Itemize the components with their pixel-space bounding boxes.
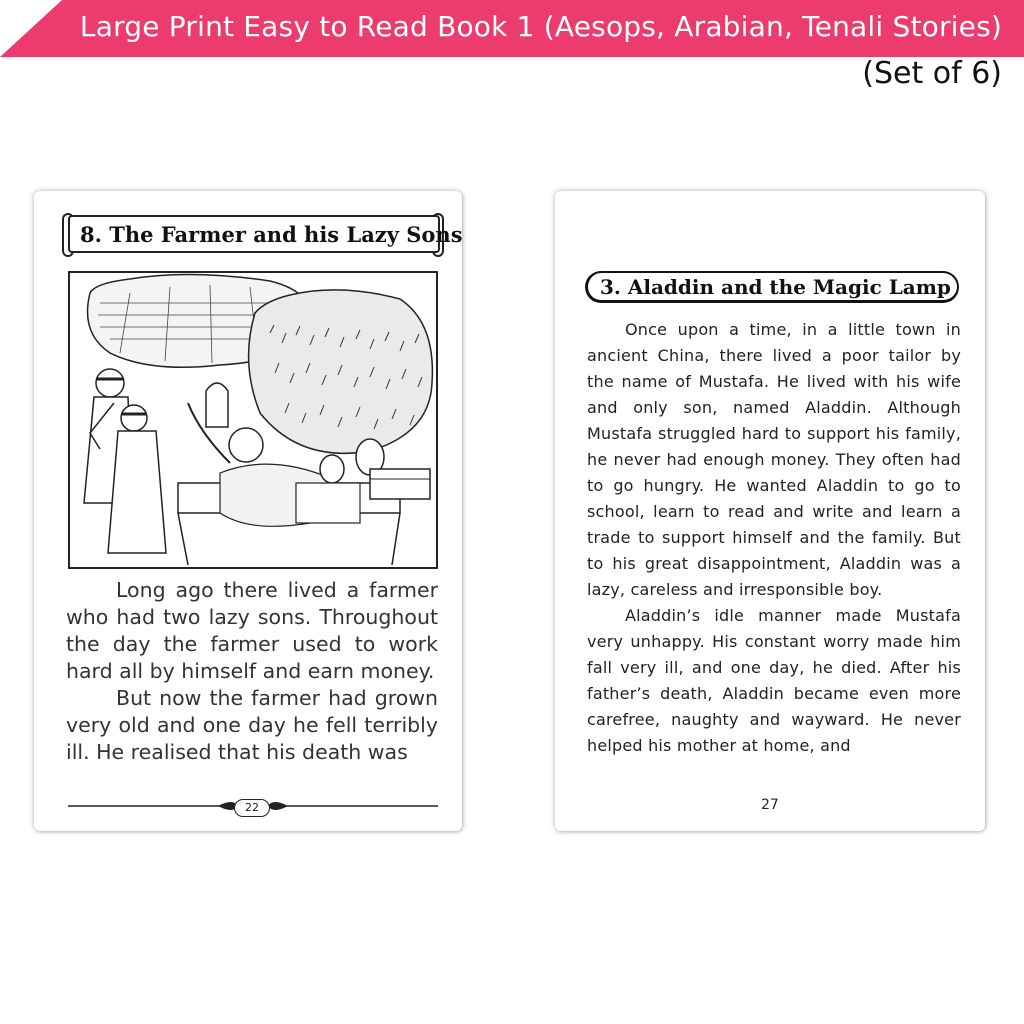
left-page-title: 8. The Farmer and his Lazy Sons (68, 215, 440, 253)
farmer-illustration (68, 271, 438, 569)
farmer-illustration-icon (70, 273, 436, 567)
right-paragraph-1: Once upon a time, in a little town in ancient China, there lived a poor tailor by the name of Mustafa. He lived with his wife and only son, named Aladdin. Although Mustafa struggled hard to support his family, he never had enough money. They often had to go hungry. He wanted Aladdin to go to school, learn to read and write and learn a trade to support himself and the family. But to his great disappointment, Aladdin was a lazy, careless and irresponsible boy. (587, 320, 961, 599)
left-page-number: 22 (234, 799, 270, 817)
left-paragraph-2: But now the farmer had grown very old and one day he fell terribly ill. He realised that his death was (66, 686, 438, 764)
right-page-title: 3. Aladdin and the Magic Lamp (585, 271, 959, 303)
right-paragraph-2: Aladdin’s idle manner made Mustafa very unhappy. His constant worry made him fall very ill, and one day, he died. After his father’s death, Aladdin became even more carefree, naughty and wayward. He never helped his mother at home, and (587, 606, 961, 755)
banner-title: Large Print Easy to Read Book 1 (Aesops, Arabian, Tenali Stories) (79, 10, 1002, 43)
right-book-page (555, 191, 985, 831)
left-paragraph-1: Long ago there lived a farmer who had two lazy sons. Throughout the day the farmer used to work hard all by himself and earn money. (66, 578, 438, 683)
right-page-body (587, 317, 961, 759)
left-page-body (66, 577, 438, 766)
left-book-page (34, 191, 462, 831)
set-label: (Set of 6) (862, 56, 1002, 91)
right-page-number: 27 (761, 797, 779, 813)
